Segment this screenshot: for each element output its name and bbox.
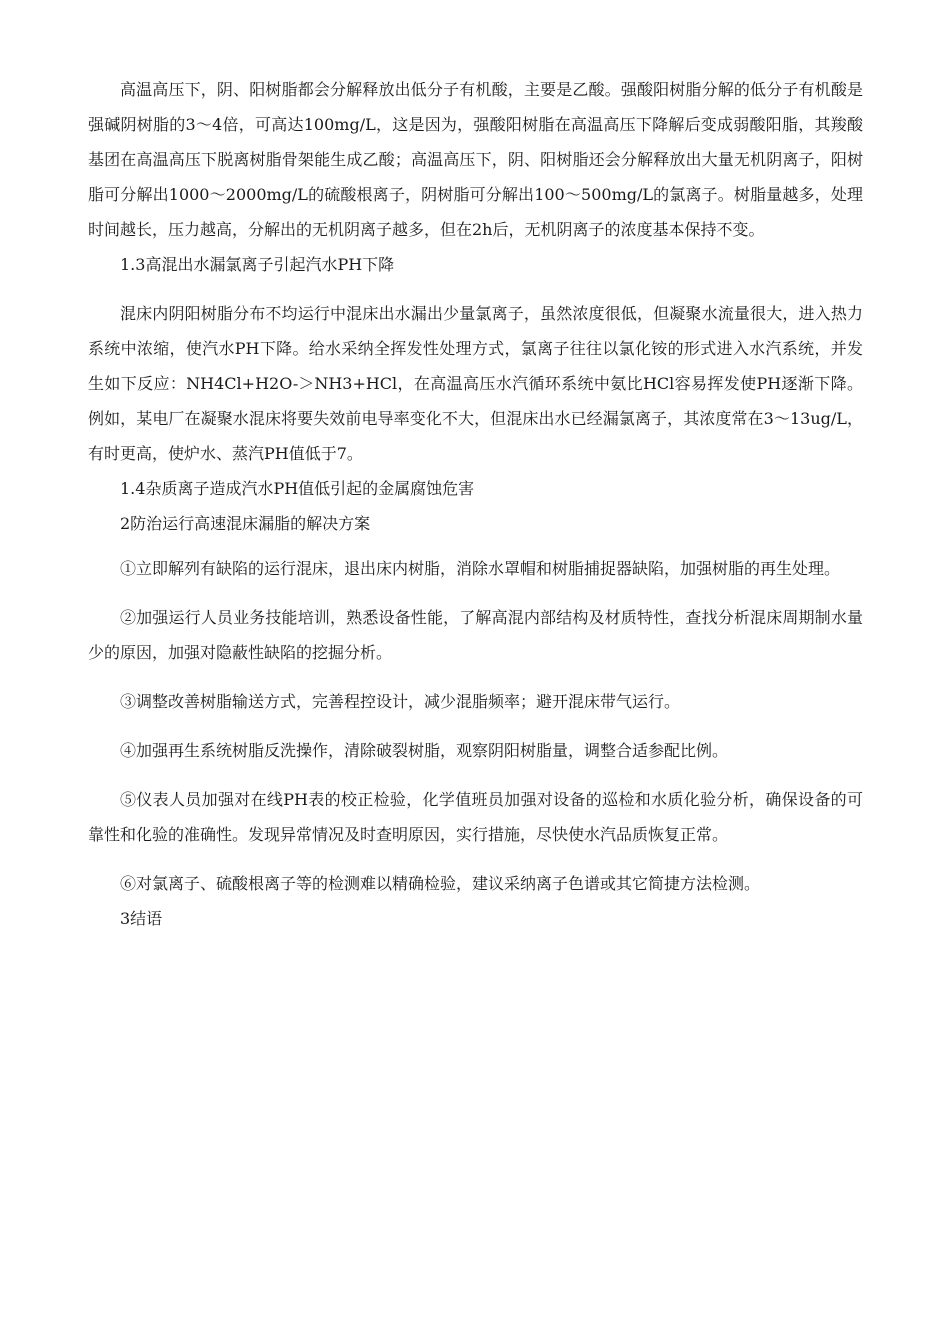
- section-heading-1-3: 1.3高混出水漏氯离子引起汽水PH下降: [120, 255, 395, 274]
- solution-item-6: ⑥对氯离子、硫酸根离子等的检测难以精确检验，建议采纳离子色谱或其它简捷方法检测。: [120, 874, 761, 893]
- document-body: [88, 72, 863, 936]
- section-heading-1-4: 1.4杂质离子造成汽水PH值低引起的金属腐蚀危害: [120, 479, 475, 498]
- solution-item-3: ③调整改善树脂输送方式，完善程控设计，减少混脂频率；避开混床带气运行。: [120, 692, 681, 711]
- solution-item-2: ②加强运行人员业务技能培训，熟悉设备性能，了解高混内部结构及材质特性，查找分析混床周期制水量少的原因，加强对隐蔽性缺陷的挖掘分析。: [88, 608, 863, 662]
- solution-item-1: ①立即解列有缺陷的运行混床，退出床内树脂，消除水罩帽和树脂捕捉器缺陷，加强树脂的再生处理。: [120, 559, 841, 578]
- solution-item-4: ④加强再生系统树脂反洗操作，清除破裂树脂，观察阴阳树脂量，调整合适参配比例。: [120, 741, 729, 760]
- solution-item-5: ⑤仪表人员加强对在线PH表的校正检验，化学值班员加强对设备的巡检和水质化验分析，确保设备的可靠性和化验的准确性。发现异常情况及时查明原因，实行措施，尽快使水汽品质恢复正常。: [88, 790, 863, 844]
- section-heading-2: 2防治运行高速混床漏脂的解决方案: [120, 514, 371, 533]
- section-heading-3: 3结语: [120, 909, 163, 928]
- paragraph-resin-decomposition: 高温高压下，阴、阳树脂都会分解释放出低分子有机酸，主要是乙酸。强酸阳树脂分解的低分子有机酸是强碱阴树脂的3～4倍，可高达100mg/L，这是因为，强酸阳树脂在高温高压下降解后变成弱酸阳脂，其羧酸基团在高温高压下脱离树脂骨架能生成乙酸；高温高压下，阴、阳树脂还会分解释放出大量无机阴离子，阳树脂可分解出1000～2000mg/L的硫酸根离子，阴树脂可分解出100～500mg/L的氯离子。树脂量越多，处理时间越长，压力越高，分解出的无机阴离子越多，但在2h后，无机阴离子的浓度基本保持不变。: [88, 80, 863, 239]
- paragraph-chloride-leak: 混床内阴阳树脂分布不均运行中混床出水漏出少量氯离子，虽然浓度很低，但凝聚水流量很大，进入热力系统中浓缩，使汽水PH下降。给水采纳全挥发性处理方式，氯离子往往以氯化铵的形式进入水汽系统，并发生如下反应：NH4Cl+H2O-＞NH3+HCl，在高温高压水汽循环系统中氨比HCl容易挥发使PH逐渐下降。例如，某电厂在凝聚水混床将要失效前电导率变化不大，但混床出水已经漏氯离子，其浓度常在3～13ug/L，有时更高，使炉水、蒸汽PH值低于7。: [88, 304, 863, 463]
